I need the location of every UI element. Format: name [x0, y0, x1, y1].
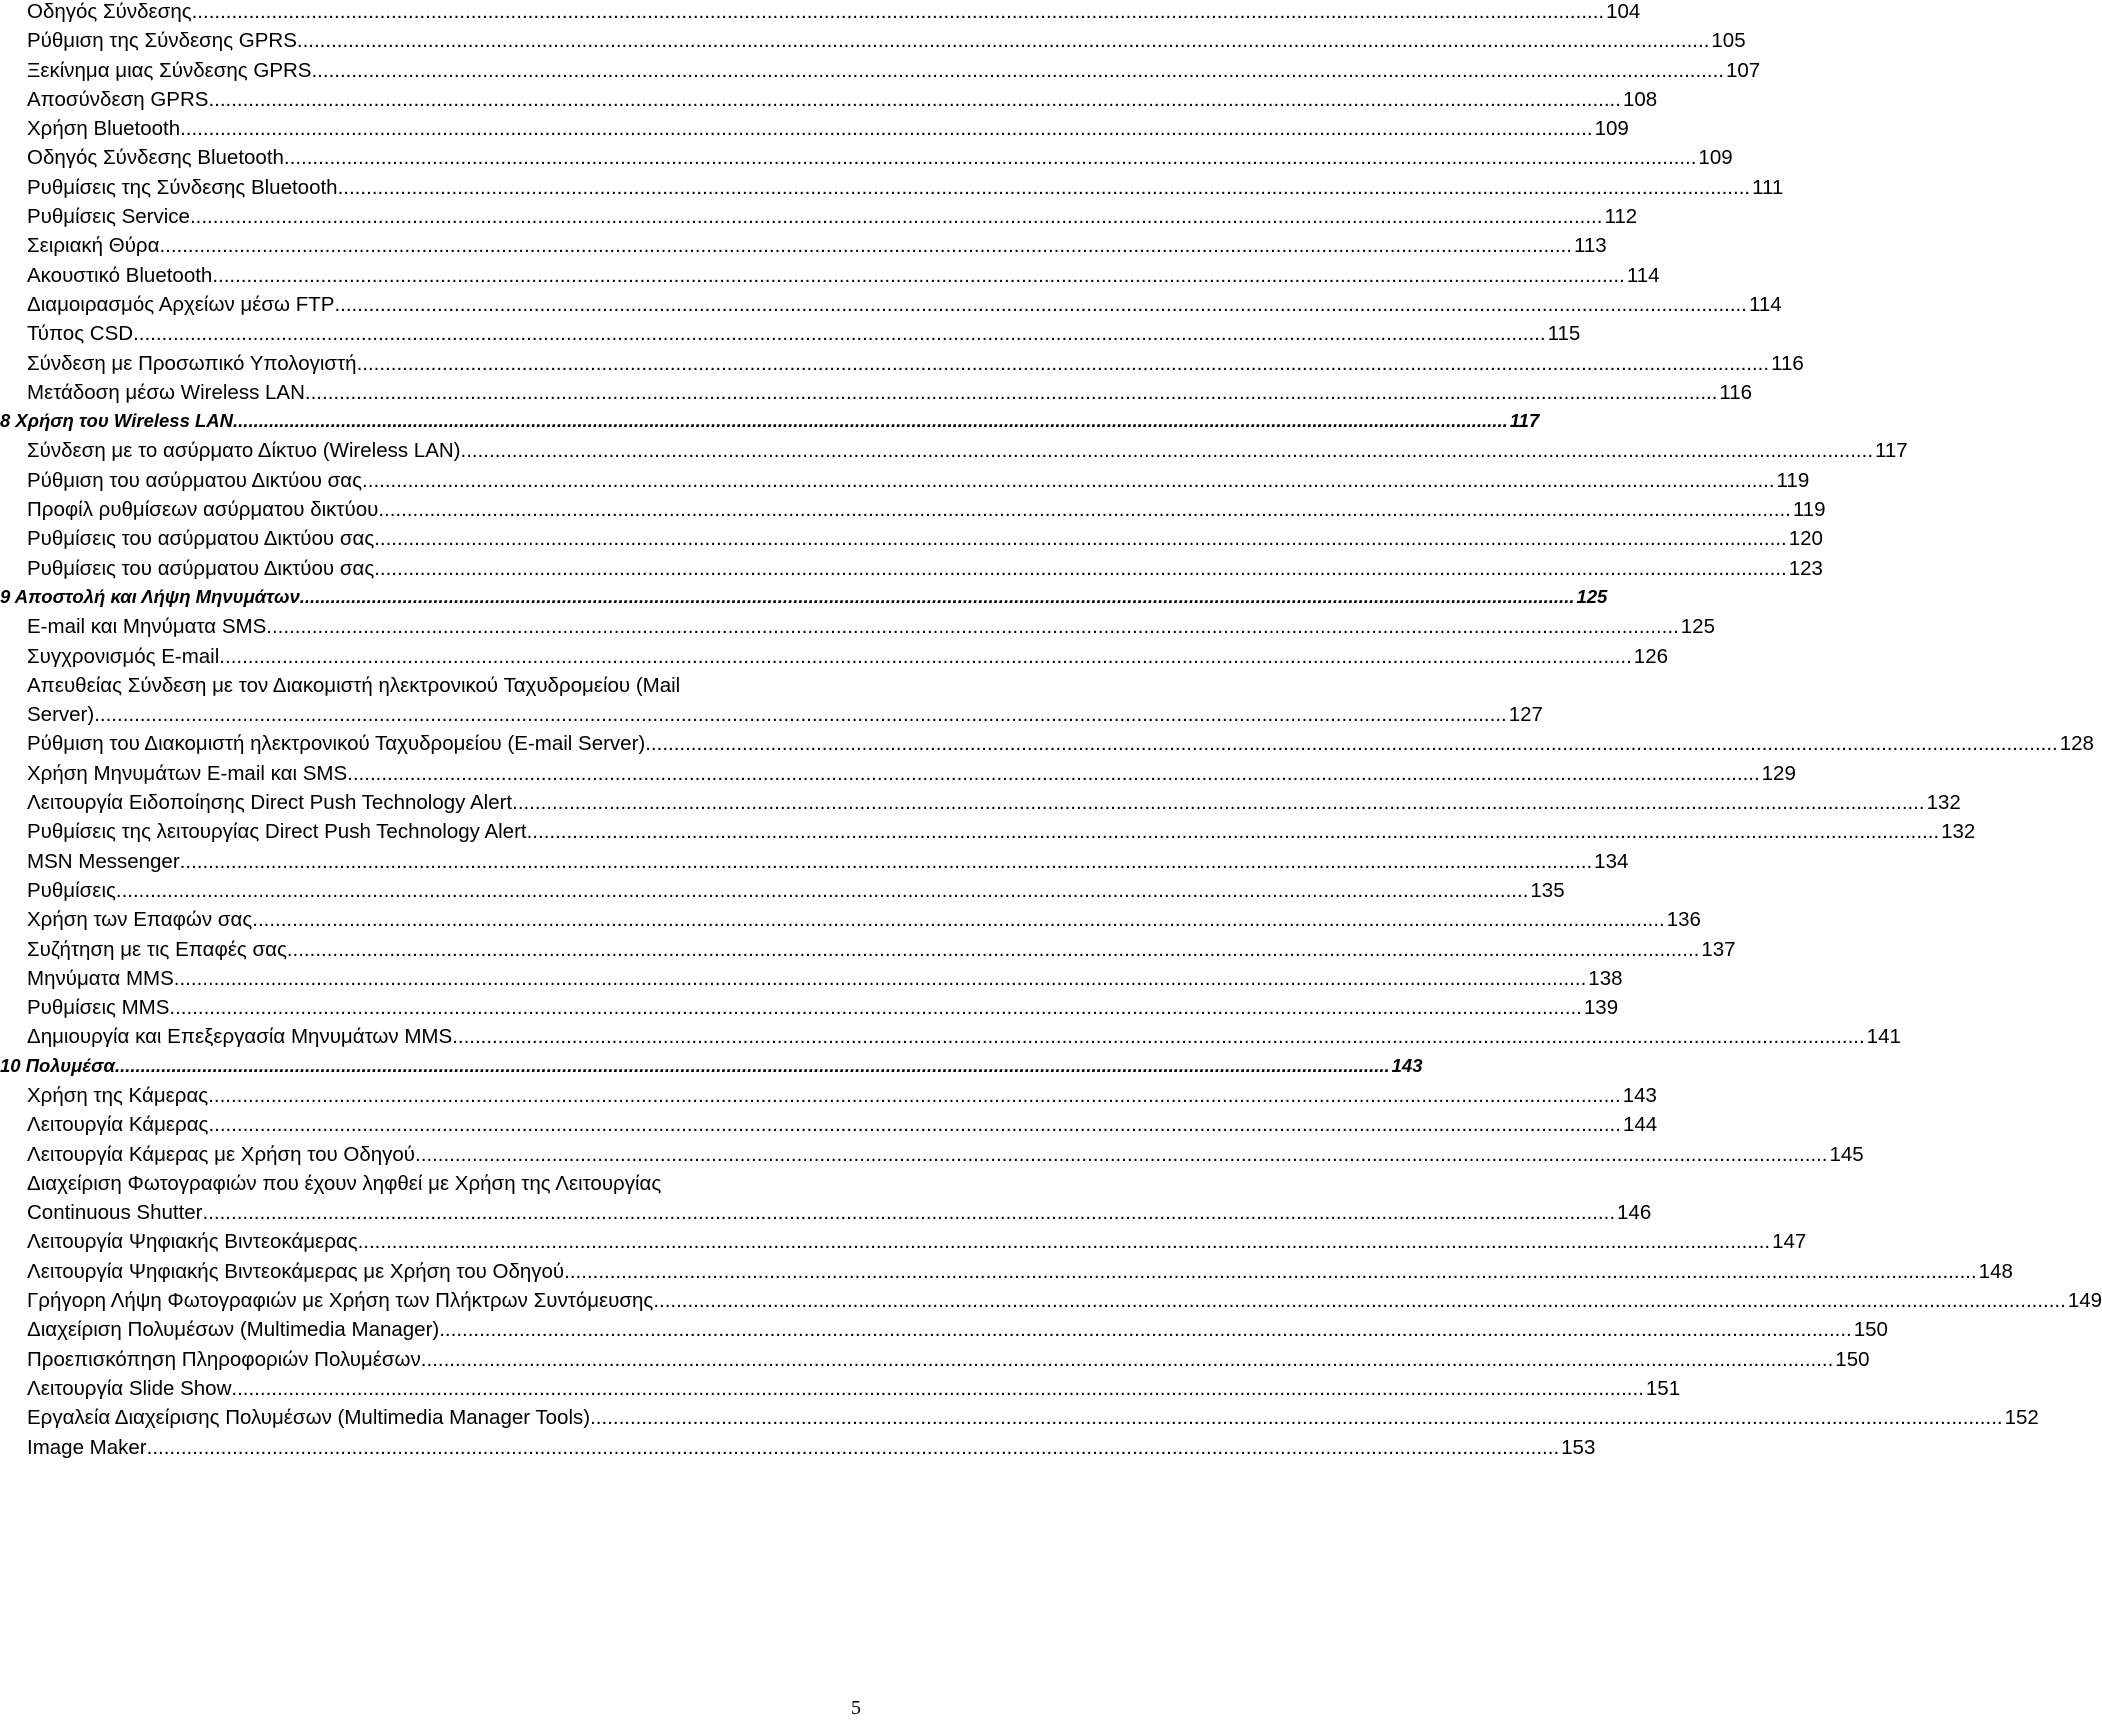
toc-entry [27, 1259, 2013, 1289]
toc-chapter-entry [0, 410, 1540, 439]
toc-entry [27, 937, 1736, 967]
toc-leader-dots [297, 29, 1710, 53]
toc-leader-dots [233, 410, 1508, 432]
toc-entry-page: 111 [1752, 175, 1784, 199]
toc-leader-dots [461, 439, 1874, 463]
toc-leader-dots [452, 1025, 1865, 1049]
toc-entry-title: Ακουστικό Bluetooth [27, 263, 213, 287]
toc-entry [27, 175, 1784, 205]
toc-entry-page: 105 [1711, 29, 1746, 53]
toc-leader-dots [374, 527, 1787, 551]
toc-entry-page: 143 [1622, 1083, 1657, 1107]
toc-entry-page: 132 [1926, 791, 1961, 815]
page-number: 5 [851, 1697, 861, 1719]
toc-entry-title: Ρύθμιση του Διακομιστή ηλεκτρονικού Ταχυδρομείου (E-mail Server) [27, 732, 646, 756]
toc-entry-page: 151 [1645, 1376, 1681, 1400]
toc-leader-dots [169, 996, 1582, 1020]
toc-entry [27, 1347, 1870, 1377]
toc-leader-dots [203, 1201, 1616, 1225]
toc-leader-dots [305, 381, 1718, 405]
toc-entry-title: Μετάδοση μέσω Wireless LAN [27, 380, 305, 404]
toc-leader-dots [133, 322, 1546, 346]
toc-entry [27, 146, 1733, 175]
toc-entry-page: 135 [1530, 878, 1565, 902]
toc-entry [27, 87, 1658, 117]
toc-entry [27, 1083, 1657, 1113]
toc-entry-page: 127 [1508, 703, 1543, 727]
toc-entry [27, 556, 1823, 586]
toc-leader-dots [374, 557, 1787, 581]
toc-entry-title: Προφίλ ρυθμίσεων ασύρματου δικτύου [27, 498, 379, 522]
toc-chapter-entry [0, 1054, 1423, 1084]
toc-entry [27, 380, 1753, 410]
toc-entry [27, 674, 868, 703]
toc-entry-page: 134 [1594, 849, 1629, 873]
toc-leader-dots [421, 1348, 1834, 1372]
toc-entry-page: 125 [1576, 585, 1608, 607]
toc-entry-page: 145 [1829, 1142, 1864, 1166]
toc-entry-title: Απευθείας Σύνδεση με τον Διακομιστή ηλεκτρονικού Ταχυδρομείου (Mail [27, 673, 681, 697]
toc-entry-title: Διαχείριση Φωτογραφιών που έχουν ληφθεί με Χρήση της Λειτουργίας [27, 1171, 662, 1195]
toc-entry-page: 146 [1617, 1201, 1652, 1225]
toc-entry [27, 1142, 1864, 1172]
toc-entry-title: Δημιουργία και Επεξεργασία Μηνυμάτων MMS [27, 1025, 453, 1049]
toc-leader-dots [358, 1230, 1771, 1254]
toc-entry-page: 144 [1622, 1113, 1658, 1137]
toc-entry [27, 527, 1823, 556]
toc-leader-dots [347, 762, 1760, 786]
toc-entry [27, 439, 1908, 468]
toc-entry-page: 114 [1748, 292, 1782, 316]
toc-entry-page: 117 [1875, 439, 1908, 463]
toc-entry [27, 498, 1826, 527]
toc-entry-title: Οδηγός Σύνδεσης Bluetooth [27, 146, 284, 170]
toc-entry-title: MSN Messenger [27, 849, 180, 873]
toc-entry-page: 123 [1788, 556, 1823, 580]
toc-entry-page: 116 [1719, 380, 1753, 404]
toc-entry-title: Συγχρονισμός E-mail [27, 644, 220, 668]
toc-entry-title: Εργαλεία Διαχείρισης Πολυμέσων (Multimedia Manager Tools) [27, 1406, 591, 1430]
toc-chapter-entry [0, 585, 1608, 615]
toc-entry-title: 8 Χρήση του Wireless LAN [0, 410, 234, 432]
toc-entry [27, 615, 1715, 644]
toc-entry-title: 10 Πολυμέσα [0, 1054, 115, 1076]
toc-entry-page: 129 [1761, 761, 1796, 785]
toc-leader-dots [190, 205, 1603, 229]
toc-entry [27, 117, 1629, 146]
toc-entry [27, 820, 1976, 849]
toc-entry-title: Οδηγός Σύνδεσης [27, 0, 192, 23]
toc-entry [27, 1230, 1807, 1259]
toc-entry [27, 1406, 2039, 1435]
toc-entry [27, 996, 1619, 1025]
toc-entry-page: 125 [1680, 615, 1715, 639]
toc-entry [27, 234, 1607, 263]
toc-leader-dots [208, 1084, 1621, 1108]
toc-entry [27, 1289, 2102, 1318]
toc-entry [27, 351, 1804, 381]
toc-entry-title: E-mail και Μηνύματα SMS [27, 615, 267, 639]
toc-leader-dots [378, 498, 1791, 522]
toc-entry [27, 761, 1796, 791]
toc-leader-dots [653, 1289, 2066, 1313]
toc-entry [27, 908, 1701, 937]
toc-entry-page: 132 [1941, 820, 1976, 844]
toc-entry [27, 966, 1623, 996]
toc-entry [27, 58, 1761, 88]
toc-entry [27, 1318, 1888, 1347]
toc-entry-title: Μηνύματα MMS [27, 966, 174, 990]
toc-entry-title: Χρήση Μηνυμάτων E-mail και SMS [27, 761, 348, 785]
toc-leader-dots [287, 938, 1700, 962]
toc-leader-dots [527, 820, 1940, 844]
toc-entry-page: 112 [1604, 205, 1638, 229]
toc-entry-page: 128 [2059, 732, 2094, 756]
toc-entry [27, 205, 1638, 234]
toc-entry [27, 0, 1641, 29]
toc-leader-dots [180, 850, 1593, 874]
toc-entry-page: 143 [1391, 1054, 1423, 1076]
toc-leader-dots [115, 1055, 1390, 1077]
toc-entry-page: 113 [1573, 234, 1607, 258]
toc-entry-title: Ρυθμίσεις Service [27, 205, 190, 229]
toc-leader-dots [212, 264, 1625, 288]
toc-entry-title: Γρήγορη Λήψη Φωτογραφιών με Χρήση των Πλήκτρων Συντόμευσης [27, 1289, 654, 1313]
toc-entry-page: 104 [1606, 0, 1641, 23]
toc-entry-title: Server) [27, 703, 95, 727]
toc-entry-page: 150 [1835, 1347, 1870, 1371]
toc-entry-title: Χρήση των Επαφών σας [27, 908, 253, 932]
toc-entry-title: Λειτουργία Ειδοποίησης Direct Push Technology Alert [27, 791, 513, 815]
toc-leader-dots [252, 908, 1665, 932]
toc-entry-page: 109 [1698, 146, 1733, 170]
toc-entry [27, 1172, 868, 1201]
toc-leader-dots [334, 293, 1747, 317]
toc-entry-title: Ρυθμίσεις [27, 878, 116, 902]
toc-entry-title: Λειτουργία Slide Show [27, 1376, 232, 1400]
toc-entry [27, 29, 1746, 58]
toc-entry [27, 703, 1543, 732]
toc-leader-dots [564, 1260, 1977, 1284]
toc-leader-dots [208, 88, 1621, 112]
toc-leader-dots [208, 1113, 1621, 1137]
toc-entry-page: 115 [1547, 322, 1581, 346]
toc-entry-title: Σύνδεση με Προσωπικό Υπολογιστή [27, 351, 357, 375]
toc-leader-dots [357, 352, 1770, 376]
toc-entry [27, 468, 1810, 498]
toc-leader-dots [159, 234, 1572, 258]
toc-entry-title: Διαχείριση Πολυμέσων (Multimedia Manager) [27, 1318, 440, 1342]
toc-entry-title: Λειτουργία Ψηφιακής Βιντεοκάμερας [27, 1230, 358, 1254]
toc-entry [27, 1025, 1901, 1054]
toc-entry-page: 141 [1866, 1025, 1901, 1049]
toc-entry-page: 152 [2004, 1406, 2039, 1430]
toc-entry [27, 1201, 1652, 1230]
toc-entry-page: 126 [1633, 644, 1669, 668]
toc-leader-dots [174, 967, 1587, 991]
toc-leader-dots [147, 1436, 1560, 1460]
toc-entry [27, 849, 1629, 879]
toc-entry-title: Ξεκίνημα μιας Σύνδεσης GPRS [27, 58, 312, 82]
toc-leader-dots [300, 586, 1575, 608]
toc-leader-dots [590, 1406, 2003, 1430]
toc-entry-page: 114 [1626, 263, 1660, 287]
toc-entry-title: Ρυθμίσεις MMS [27, 996, 170, 1020]
toc-leader-dots [180, 117, 1593, 141]
toc-entry-page: 117 [1509, 410, 1540, 432]
toc-entry-title: Λειτουργία Κάμερας [27, 1113, 209, 1137]
toc-entry-page: 120 [1788, 527, 1823, 551]
toc-entry-page: 109 [1594, 117, 1629, 141]
toc-leader-dots [116, 879, 1529, 903]
toc-leader-dots [512, 791, 1925, 815]
toc-entry-title: Ρυθμίσεις της λειτουργίας Direct Push Technology Alert [27, 820, 527, 844]
toc-entry-page: 147 [1772, 1230, 1807, 1254]
toc-entry-title: Προεπισκόπηση Πληροφοριών Πολυμέσων [27, 1347, 421, 1371]
toc-entry-page: 116 [1771, 351, 1804, 375]
toc-entry-title: Ρυθμίσεις της Σύνδεσης Bluetooth [27, 175, 338, 199]
toc-entry-title: Ρύθμιση της Σύνδεσης GPRS [27, 29, 297, 53]
toc-entry-title: Χρήση της Κάμερας [27, 1083, 209, 1107]
toc-entry-title: Αποσύνδεση GPRS [27, 87, 209, 111]
toc-entry-title: Συζήτηση με τις Επαφές σας [27, 937, 287, 961]
toc-entry-title: 9 Αποστολή και Λήψη Μηνυμάτων [0, 585, 300, 607]
toc-entry-title: Λειτουργία Κάμερας με Χρήση του Οδηγού [27, 1142, 415, 1166]
toc-entry-title: Τύπος CSD [27, 322, 134, 346]
toc-entry [27, 1376, 1681, 1406]
toc-leader-dots [311, 59, 1724, 83]
toc-entry [27, 878, 1565, 908]
toc-leader-dots [338, 176, 1751, 200]
toc-leader-dots [645, 732, 2058, 756]
toc-entry-page: 138 [1588, 966, 1623, 990]
toc-leader-dots [439, 1318, 1852, 1342]
toc-entry-title: Continuous Shutter [27, 1201, 203, 1225]
toc-entry-page: 108 [1622, 87, 1658, 111]
toc-entry-title: Ρυθμίσεις του ασύρματου Δικτύου σας [27, 527, 375, 551]
toc-entry [27, 791, 1961, 820]
toc-entry-title: Ρύθμιση του ασύρματου Δικτύου σας [27, 468, 363, 492]
toc-entry [27, 292, 1782, 322]
toc-entry-title: Σύνδεση με το ασύρματο Δίκτυο (Wireless LAN) [27, 439, 461, 463]
toc-entry [27, 322, 1581, 351]
toc-entry [27, 732, 2094, 761]
toc-entry-title: Λειτουργία Ψηφιακής Βιντεοκάμερας με Χρήση του Οδηγού [27, 1259, 565, 1283]
toc-leader-dots [94, 703, 1507, 727]
toc-entry-page: 149 [2067, 1289, 2102, 1313]
toc-entry-page: 119 [1792, 498, 1826, 522]
toc-entry-page: 107 [1725, 58, 1761, 82]
toc-entry [27, 263, 1660, 293]
toc-entry-title: Χρήση Bluetooth [27, 117, 181, 141]
toc-entry-page: 119 [1776, 468, 1810, 492]
toc-entry-title: Ρυθμίσεις του ασύρματου Δικτύου σας [27, 556, 375, 580]
toc-entry-page: 136 [1666, 908, 1701, 932]
toc-leader-dots [266, 615, 1679, 639]
toc-leader-dots [231, 1377, 1644, 1401]
toc-leader-dots [192, 0, 1605, 24]
toc-entry-title: Image Maker [27, 1435, 147, 1459]
toc-leader-dots [284, 146, 1697, 170]
toc-entry-title: Σειριακή Θύρα [27, 234, 160, 258]
toc-entry-page: 150 [1853, 1318, 1888, 1342]
toc-entry [27, 644, 1669, 674]
toc-leader-dots [219, 645, 1632, 669]
toc-entry-title: Διαμοιρασμός Αρχείων μέσω FTP [27, 292, 335, 316]
toc-entry-page: 139 [1583, 996, 1619, 1020]
toc-leader-dots [362, 469, 1775, 493]
toc-entry [27, 1435, 1596, 1465]
toc-entry [27, 1113, 1658, 1142]
toc-entry-page: 153 [1561, 1435, 1596, 1459]
toc-leader-dots [415, 1143, 1828, 1167]
toc-entry-page: 137 [1701, 937, 1736, 961]
toc-entry-page: 148 [1978, 1259, 2013, 1283]
